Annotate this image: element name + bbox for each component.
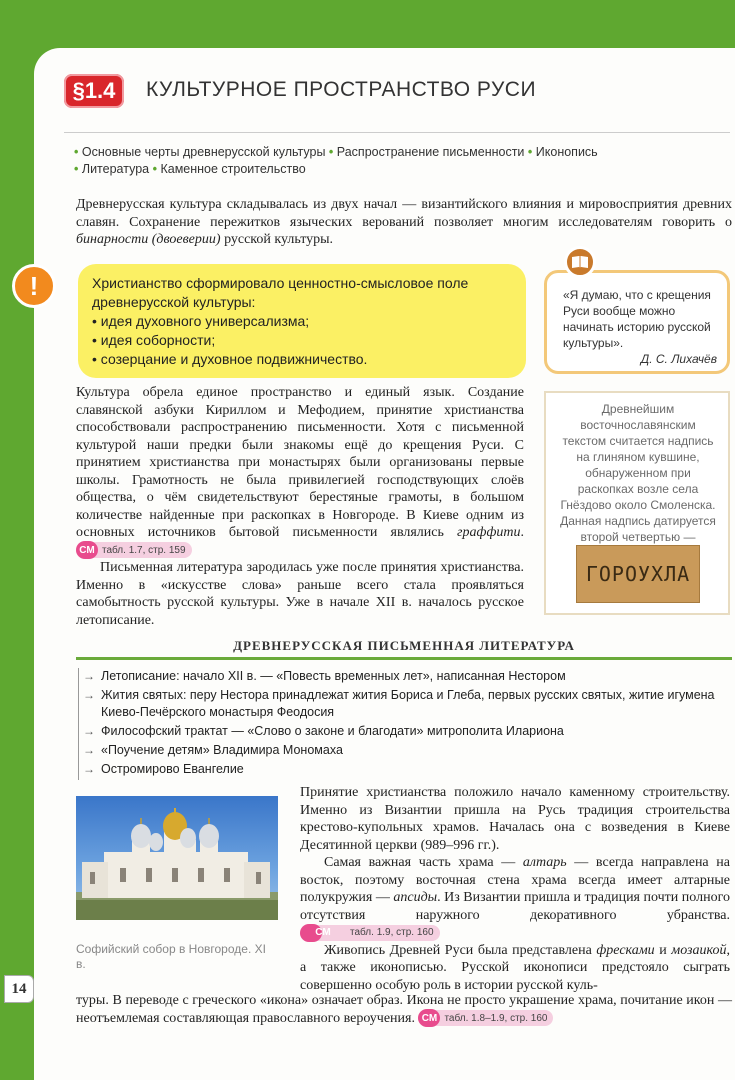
header-divider	[64, 132, 730, 133]
quote-box	[544, 270, 730, 374]
key-idea-item: • созерцание и духовное подвижничество.	[92, 351, 368, 367]
paragraph-stone: Принятие христианства положило начало каменному строительству. Именно из Византии пришла на Русь традиция строительства крестово-купольных храмов. Началась она с возведения в Киеве Десятинной церкви (989–996 гг.).	[300, 785, 730, 853]
topic-item: Иконопись	[535, 145, 598, 159]
paragraph-temple	[300, 854, 730, 942]
key-idea-item: • идея соборности;	[92, 332, 216, 348]
literature-item: → «Поучение детям» Владимира Мономаха	[79, 742, 728, 759]
bullet-icon: •	[328, 145, 334, 159]
literature-item: → Летописание: начало XII в. — «Повесть временных лет», написанная Нестором	[79, 668, 728, 685]
inscription-image	[576, 545, 700, 603]
main-column	[76, 384, 524, 629]
exclamation-icon: !	[12, 264, 56, 308]
painting-text: и	[654, 942, 672, 958]
topic-item: Каменное строительство	[160, 162, 306, 176]
cathedral-illustration	[76, 796, 278, 920]
altar-term: алтарь	[522, 855, 567, 870]
header	[64, 74, 734, 112]
intro-paragraph	[76, 196, 732, 249]
literature-divider	[76, 657, 732, 660]
paragraph-icon	[76, 992, 732, 1027]
topic-item: Литература	[81, 162, 150, 176]
mosaic-term: мозаикой	[671, 942, 727, 958]
quote-text: «Я думаю, что с крещения Руси вообще можно начинать историю русской культуры».	[563, 288, 711, 350]
see-reference-text: табл. 1.9, стр. 160	[350, 927, 434, 939]
see-reference-text: табл. 1.7, стр. 159	[102, 544, 186, 556]
literature-item: → Жития святых: перу Нестора принадлежат жития Бориса и Глеба, первых русских святых, житие игумена Киево-Печёрского монастыря Феодосия	[79, 687, 728, 721]
paragraph-literature: Письменная литература зародилась уже после принятия христианства. Именно в «искусстве слова» раньше всего стала проявляться самобытность русской культуры. Уже в начале XII в. началось русское летописание.	[76, 560, 524, 628]
painting-text: Живопись Древней Руси была представлена	[324, 942, 597, 958]
page-title: КУЛЬТУРНОЕ ПРОСТРАНСТВО РУСИ	[146, 78, 537, 101]
apse-term: апсиды	[393, 890, 438, 905]
temple-text: — всегда направлена на восток, поэтому восточная стена храма всегда имеет алтарные полукружия —	[300, 855, 731, 905]
topics-list	[74, 144, 714, 178]
see-reference[interactable]	[300, 925, 440, 941]
icon-paragraph-text: туры. В переводе с греческого «икона» означает образ. Икона не просто украшение храма, почитание икон — неотъемлемая составляющая православного вероучения.	[76, 993, 732, 1026]
paragraph-painting	[300, 942, 730, 995]
literature-list	[78, 668, 728, 780]
inscription-text: ГОРОУХЛА	[585, 562, 691, 586]
quote-author: Д. С. Лихачёв	[640, 352, 717, 366]
literature-item: → Остромирово Евангелие	[79, 761, 728, 778]
paragraph-text-end: .	[520, 525, 524, 540]
bullet-icon: •	[527, 145, 533, 159]
bullet-icon: •	[74, 162, 79, 176]
key-idea-box	[78, 264, 526, 378]
photo-caption: Софийский собор в Новгороде. XI в.	[76, 942, 266, 971]
see-icon: СМ	[300, 924, 322, 942]
paragraph-text: Культура обрела единое пространство и единый язык. Создание славянской азбуки Кириллом и Мефодием, принятие христианства способствовали распространению письменности. Хотя с письменной культурой наши предки были знакомы ещё до крещения Руси. С принятием христианства при монастырях были организованы первые школы. Грамотность не была привилегией господствующих слоёв общества, о чём свидетельствуют берестяные грамоты, в большом количестве найденные при раскопках в Новгороде. В Киеве одним из основных источников бытовой письменности являлись	[76, 385, 524, 540]
section-badge: §1.4	[64, 74, 124, 108]
intro-text-end: русской культуры.	[220, 232, 334, 247]
painting-text-end: , а также иконописью. Русской иконописи предстояло сыграть совершенно особую роль в истории русской куль-	[300, 942, 731, 993]
fresco-term: фресками	[596, 942, 655, 958]
book-icon	[564, 246, 596, 278]
literature-title: ДРЕВНЕРУССКАЯ ПИСЬМЕННАЯ ЛИТЕРАТУРА	[233, 638, 575, 653]
paragraph-writing	[76, 384, 524, 559]
cathedral-photo	[76, 796, 278, 920]
intro-emphasis: бинарности (двоеверии)	[76, 232, 221, 247]
bullet-icon: •	[152, 162, 157, 176]
bullet-icon: •	[74, 145, 79, 159]
page-sheet	[29, 48, 735, 1080]
see-reference-text: табл. 1.8–1.9, стр. 160	[444, 1012, 548, 1024]
side-note-text: Древнейшим восточнославянским текстом считается надпись на глиняном кувшине, обнаруженном при раскопках возле села Гнёздово около Смоленска. Данная надпись датируется второй четвертью —	[560, 402, 716, 544]
literature-item: → Философский трактат — «Слово о законе и благодати» митрополита Илариона	[79, 723, 728, 740]
see-icon: СМ	[76, 541, 98, 559]
key-idea-item: • идея духовного универсализма;	[92, 313, 310, 329]
temple-text-end: . Из Византии пришла и традиция почти полного отсутствия наружного декоративного убранства.	[300, 890, 730, 923]
architecture-column	[300, 784, 730, 994]
graffiti-term: граффити	[457, 525, 521, 540]
temple-text: Самая важная часть храма —	[324, 855, 523, 870]
see-icon: СМ	[418, 1009, 440, 1027]
topic-item: Основные черты древнерусской культуры	[81, 145, 326, 159]
see-reference[interactable]	[418, 1010, 553, 1026]
side-note	[544, 391, 730, 615]
key-idea-lead: Христианство сформировало ценностно-смысловое поле древнерусской культуры:	[92, 275, 469, 310]
topic-item: Распространение письменности	[336, 145, 525, 159]
page-number: 14	[4, 975, 34, 1003]
intro-text: Древнерусская культура складывалась из двух начал — византийского влияния и мировосприятия древних славян. Сохранение пережитков языческих верований позволяет многим исследователям говорить о	[76, 197, 732, 230]
see-reference[interactable]	[76, 542, 192, 558]
